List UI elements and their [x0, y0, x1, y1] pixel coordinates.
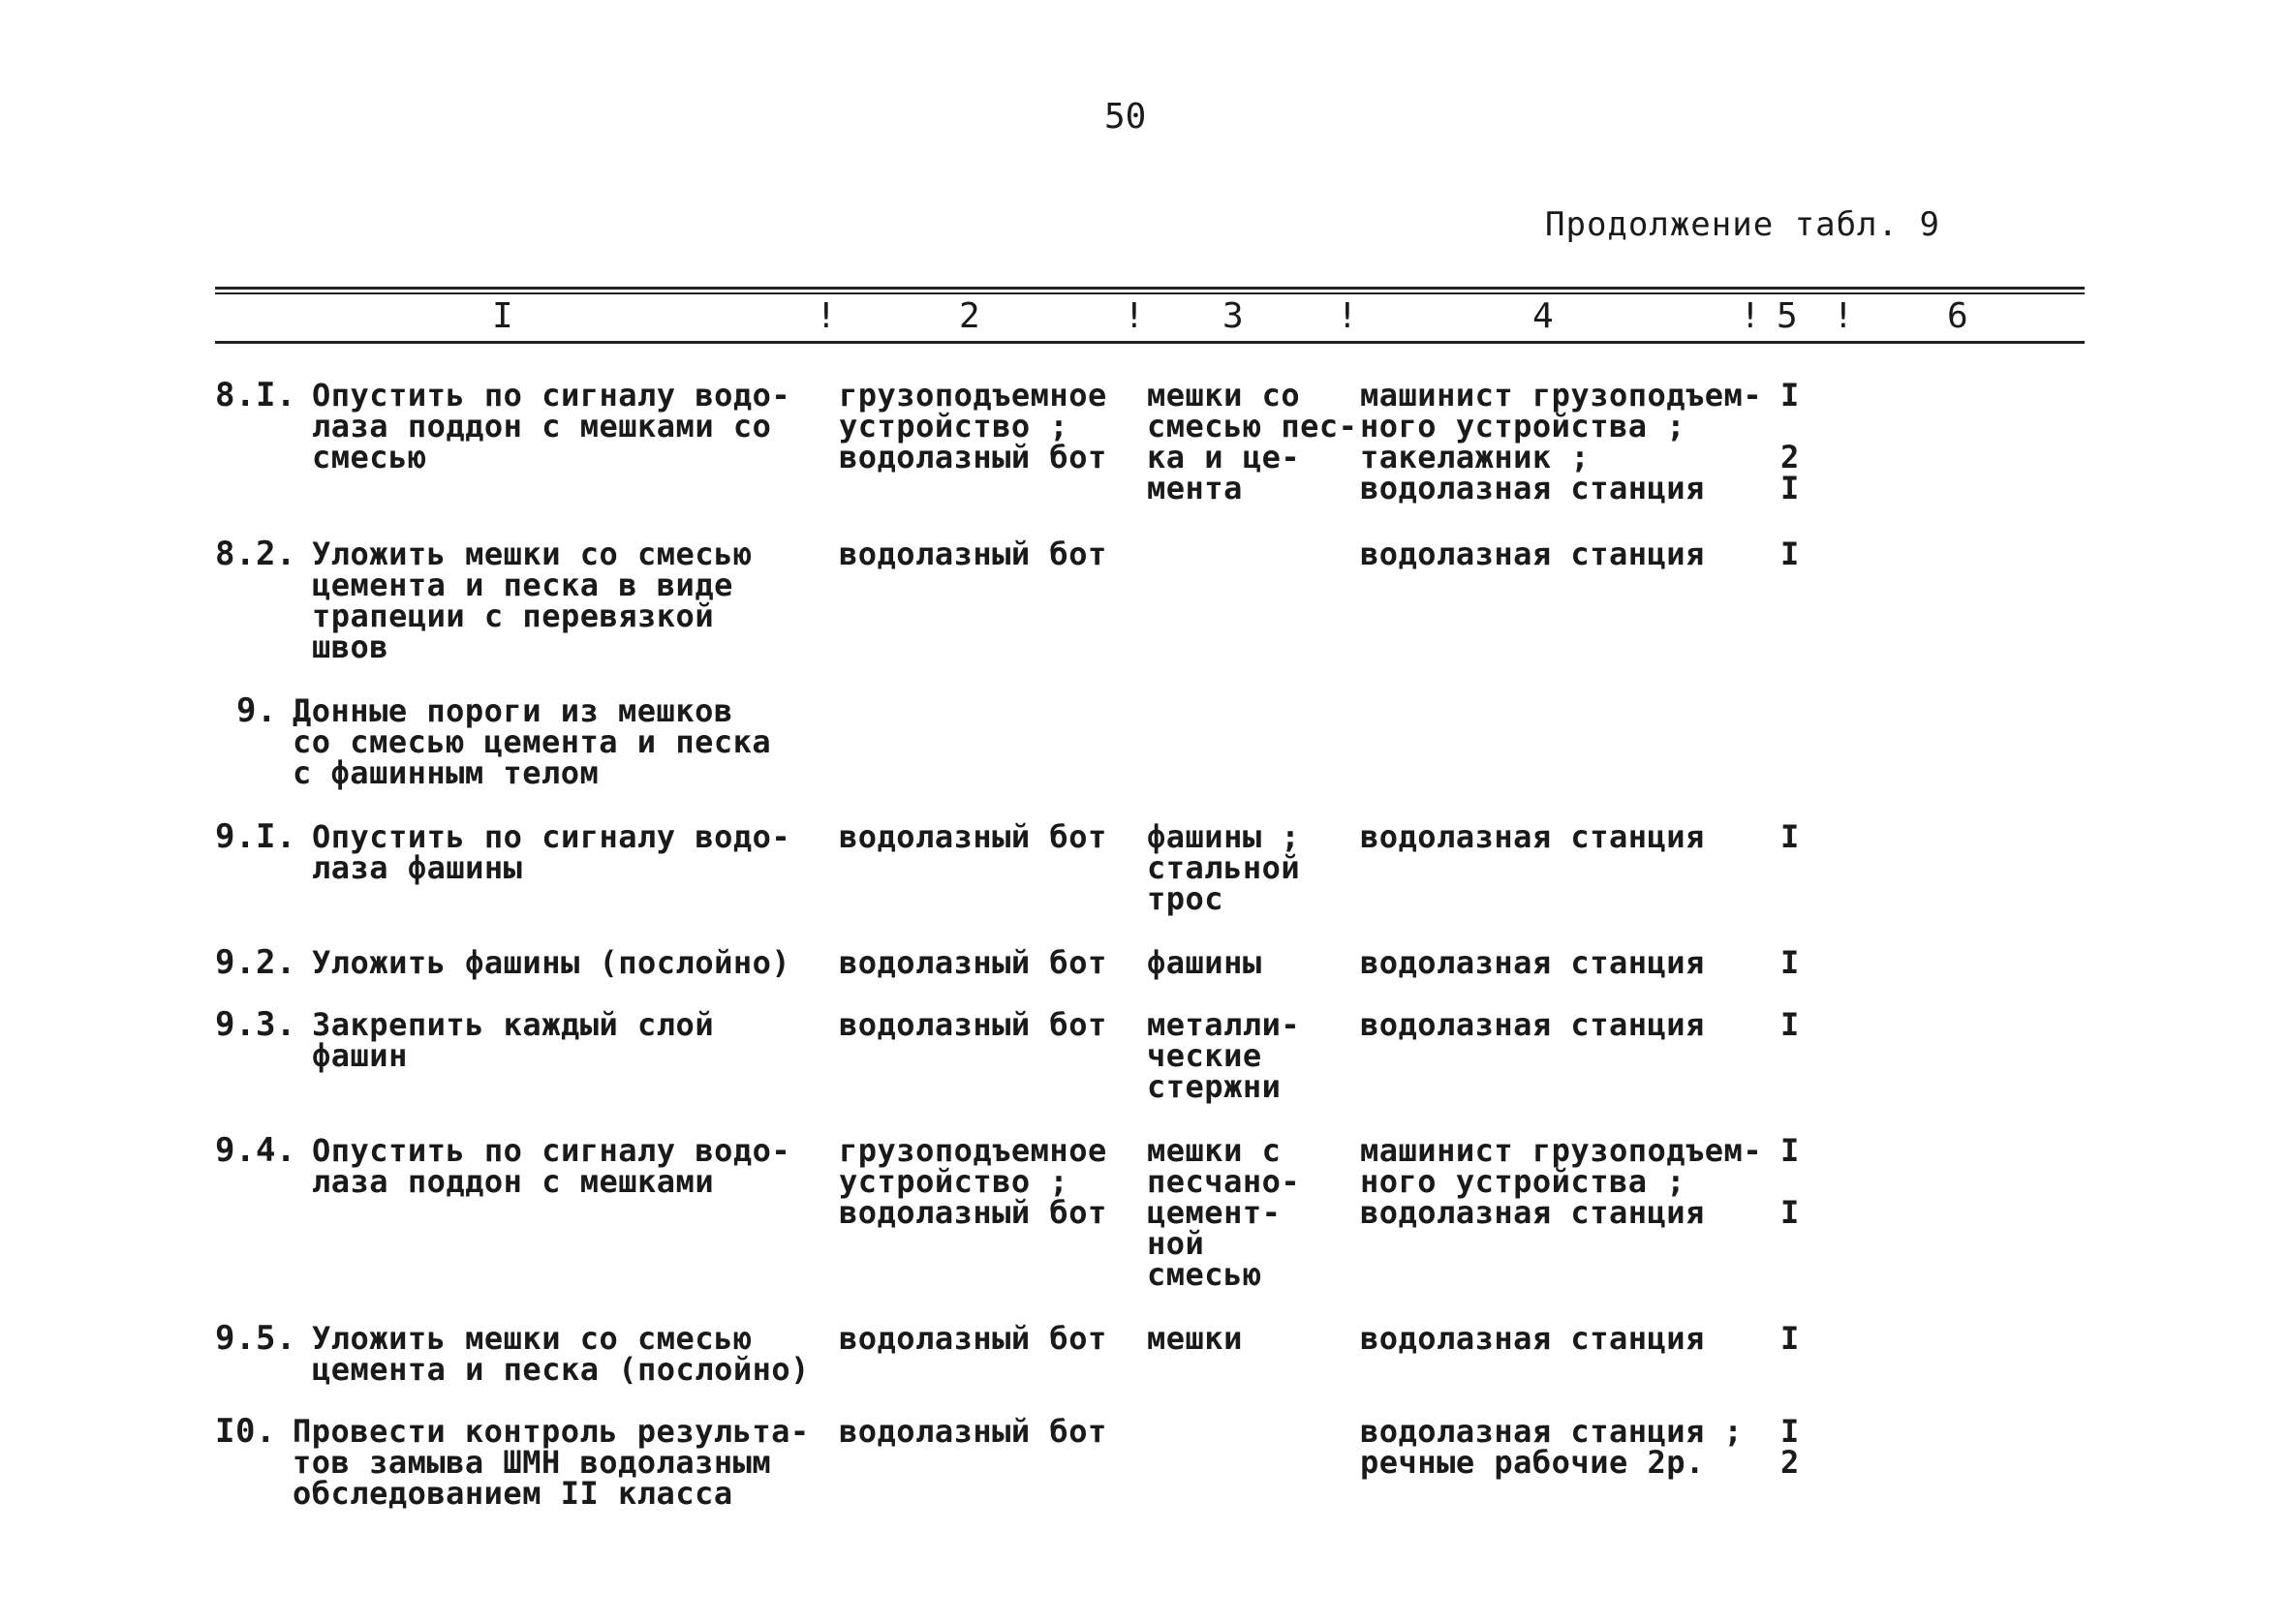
operation-cell: Провести контроль результа- тов замыва ШМН водолазным обследованием II класса	[293, 1413, 810, 1512]
column-header-1: I	[492, 296, 513, 336]
operation-cell: Донные пороги из мешков со смесью цемента и песка с фашинным телом	[293, 692, 772, 791]
executors-cell: водолазная станция	[1360, 818, 1705, 855]
column-header-5: 5	[1777, 296, 1798, 336]
page-number: 50	[1104, 97, 1147, 137]
executors-cell: машинист грузоподъем- ного устройства ; водолазная станция	[1360, 1132, 1763, 1231]
operation-cell: Закрепить каждый слой фашин	[312, 1006, 715, 1074]
executors-cell: машинист грузоподъем- ного устройства ; такелажник ; водолазная станция	[1360, 377, 1763, 506]
column-header-2: 2	[959, 296, 980, 336]
row-number: 9.5.	[215, 1319, 296, 1358]
equipment-cell: водолазный бот	[839, 944, 1107, 981]
count-cell: I 2	[1780, 1413, 1800, 1481]
column-header-3: 3	[1222, 296, 1244, 336]
materials-cell: мешки с песчано- цемент- ной смесью	[1147, 1132, 1301, 1293]
column-separator: !	[1833, 296, 1854, 336]
equipment-cell: грузоподъемное устройство ; водолазный бот	[839, 1132, 1107, 1231]
executors-cell: водолазная станция	[1360, 944, 1705, 981]
count-cell: I	[1780, 1320, 1800, 1357]
row-number: 9.4.	[215, 1131, 296, 1170]
count-cell: I	[1780, 818, 1800, 855]
table-continuation-label: Продолжение табл. 9	[1545, 205, 1940, 244]
operation-cell: Уложить мешки со смесью цемента и песка в виде трапеции с перевязкой швов	[312, 536, 753, 665]
row-number: 9.3.	[215, 1005, 296, 1044]
column-separator: !	[1740, 296, 1761, 336]
count-cell: I I	[1780, 1132, 1800, 1231]
materials-cell: фашины	[1147, 944, 1262, 981]
equipment-cell: грузоподъемное устройство ; водолазный бот	[839, 377, 1107, 475]
row-number: 9.I.	[215, 817, 296, 856]
equipment-cell: водолазный бот	[839, 536, 1107, 572]
row-number: 9.2.	[215, 943, 296, 982]
materials-cell: металли- ческие стержни	[1147, 1006, 1301, 1105]
executors-cell: водолазная станция	[1360, 1006, 1705, 1043]
equipment-cell: водолазный бот	[839, 818, 1107, 855]
executors-cell: водолазная станция	[1360, 1320, 1705, 1357]
table-header-rule-bottom	[215, 341, 2085, 344]
column-header-4: 4	[1532, 296, 1554, 336]
operation-cell: Уложить фашины (послойно)	[312, 944, 791, 981]
operation-cell: Уложить мешки со смесью цемента и песка (послойно)	[312, 1320, 810, 1388]
column-separator: !	[1337, 296, 1358, 336]
row-number: 9.	[236, 691, 277, 730]
executors-cell: водолазная станция ; речные рабочие 2р.	[1360, 1413, 1744, 1481]
count-cell: I	[1780, 1006, 1800, 1043]
column-separator: !	[1124, 296, 1145, 336]
column-header-6: 6	[1947, 296, 1968, 336]
table-header-rule-top-inner	[215, 292, 2085, 294]
equipment-cell: водолазный бот	[839, 1413, 1107, 1450]
count-cell: I	[1780, 944, 1800, 981]
column-separator: !	[816, 296, 837, 336]
materials-cell: мешки	[1147, 1320, 1243, 1357]
table-header-rule-top	[215, 287, 2085, 290]
row-number: 8.2.	[215, 535, 296, 573]
operation-cell: Опустить по сигналу водо- лаза поддон с мешками со смесью	[312, 377, 791, 475]
row-number: I0.	[215, 1412, 276, 1451]
materials-cell: фашины ; стальной трос	[1147, 818, 1301, 917]
operation-cell: Опустить по сигналу водо- лаза фашины	[312, 818, 791, 886]
row-number: 8.I.	[215, 376, 296, 414]
operation-cell: Опустить по сигналу водо- лаза поддон с мешками	[312, 1132, 791, 1200]
equipment-cell: водолазный бот	[839, 1006, 1107, 1043]
materials-cell: мешки со смесью пес- ка и це- мента	[1147, 377, 1358, 506]
count-cell: I 2 I	[1780, 377, 1800, 506]
equipment-cell: водолазный бот	[839, 1320, 1107, 1357]
count-cell: I	[1780, 536, 1800, 572]
executors-cell: водолазная станция	[1360, 536, 1705, 572]
